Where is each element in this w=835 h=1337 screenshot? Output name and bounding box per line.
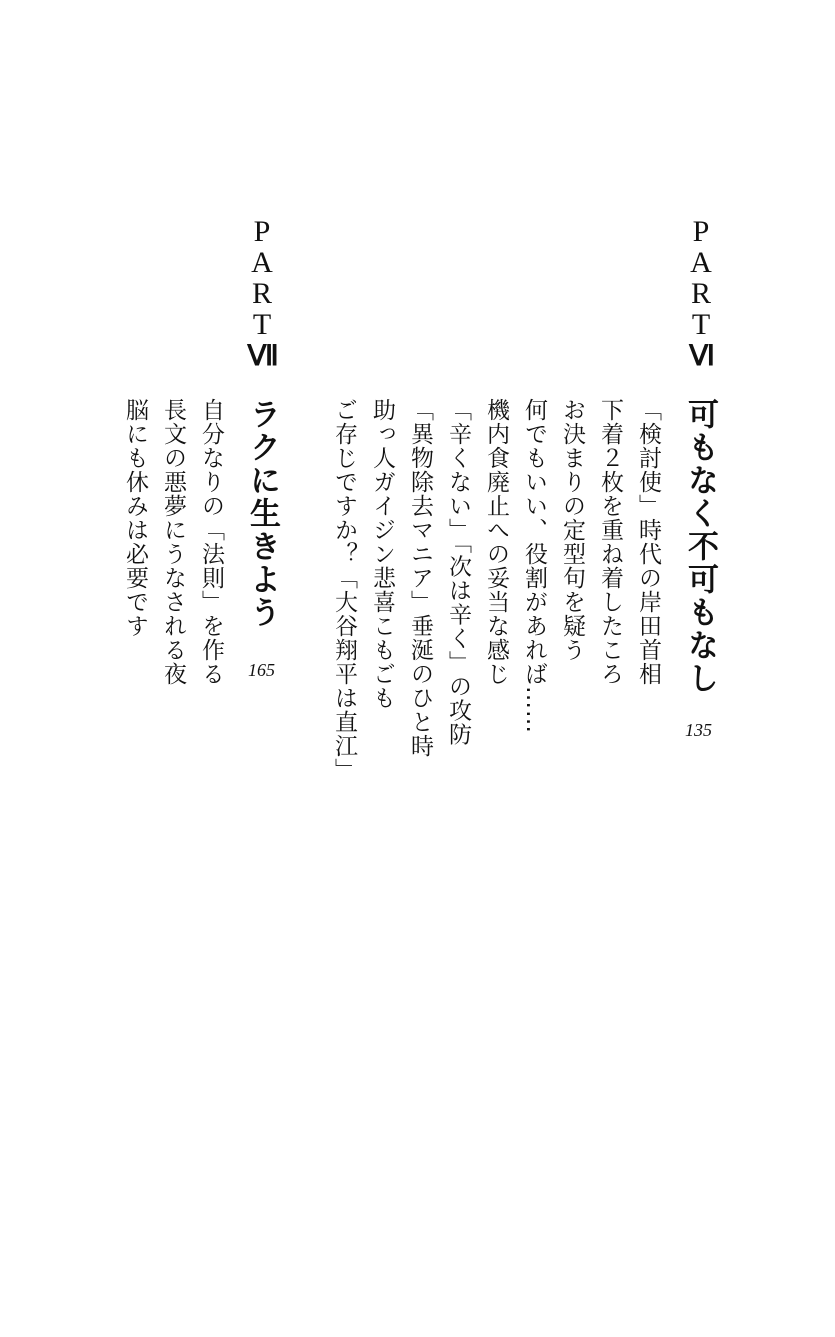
part-6-item-7: 「異物除去マニア」垂涎のひと時	[407, 398, 433, 758]
part-6-label	[681, 216, 721, 374]
part-7-page-number: 165	[248, 660, 275, 680]
part-6-item-2: 下着２枚を重ね着したころ	[597, 398, 623, 686]
part-7-letter-p: P	[253, 215, 271, 248]
part-7-letter-t: T	[252, 308, 272, 341]
part-6-letter-p: P	[692, 215, 710, 248]
part-7-letter-r: R	[251, 277, 272, 310]
part-7-roman-numeral: Ⅶ	[247, 341, 277, 372]
part-6-item-8: 助っ人ガイジン悲喜こもごも	[369, 398, 395, 710]
part-7-title: ラクに生きよう	[244, 398, 280, 629]
part-7-item-2: 長文の悪夢にうなされる夜	[160, 398, 186, 686]
part-7-label	[242, 216, 282, 374]
part-6-item-3: お決まりの定型句を疑う	[559, 398, 585, 662]
part-6-letter-a: A	[690, 246, 712, 279]
part-6-roman-numeral: Ⅵ	[689, 341, 713, 372]
part-6-item-6: 「辛くない」「次は辛く」の攻防	[445, 398, 471, 747]
part-6-title: 可もなく不可もなし	[682, 398, 718, 695]
part-7-item-1: 自分なりの「法則」を作る	[198, 398, 224, 686]
part-6-page-number: 135	[685, 720, 712, 740]
part-6-item-4: 何でもいい、役割があれば……	[521, 398, 547, 734]
part-6-item-9: ご存じですか？「大谷翔平は直江」	[331, 398, 357, 782]
part-6-item-1: 「検討使」時代の岸田首相	[635, 398, 661, 686]
part-6-item-5: 機内食廃止への妥当な感じ	[483, 398, 509, 686]
part-6-letter-r: R	[690, 277, 711, 310]
part-7-item-3: 脳にも休みは必要です	[122, 398, 148, 638]
part-7-letter-a: A	[251, 246, 273, 279]
part-6-letter-t: T	[691, 308, 711, 341]
